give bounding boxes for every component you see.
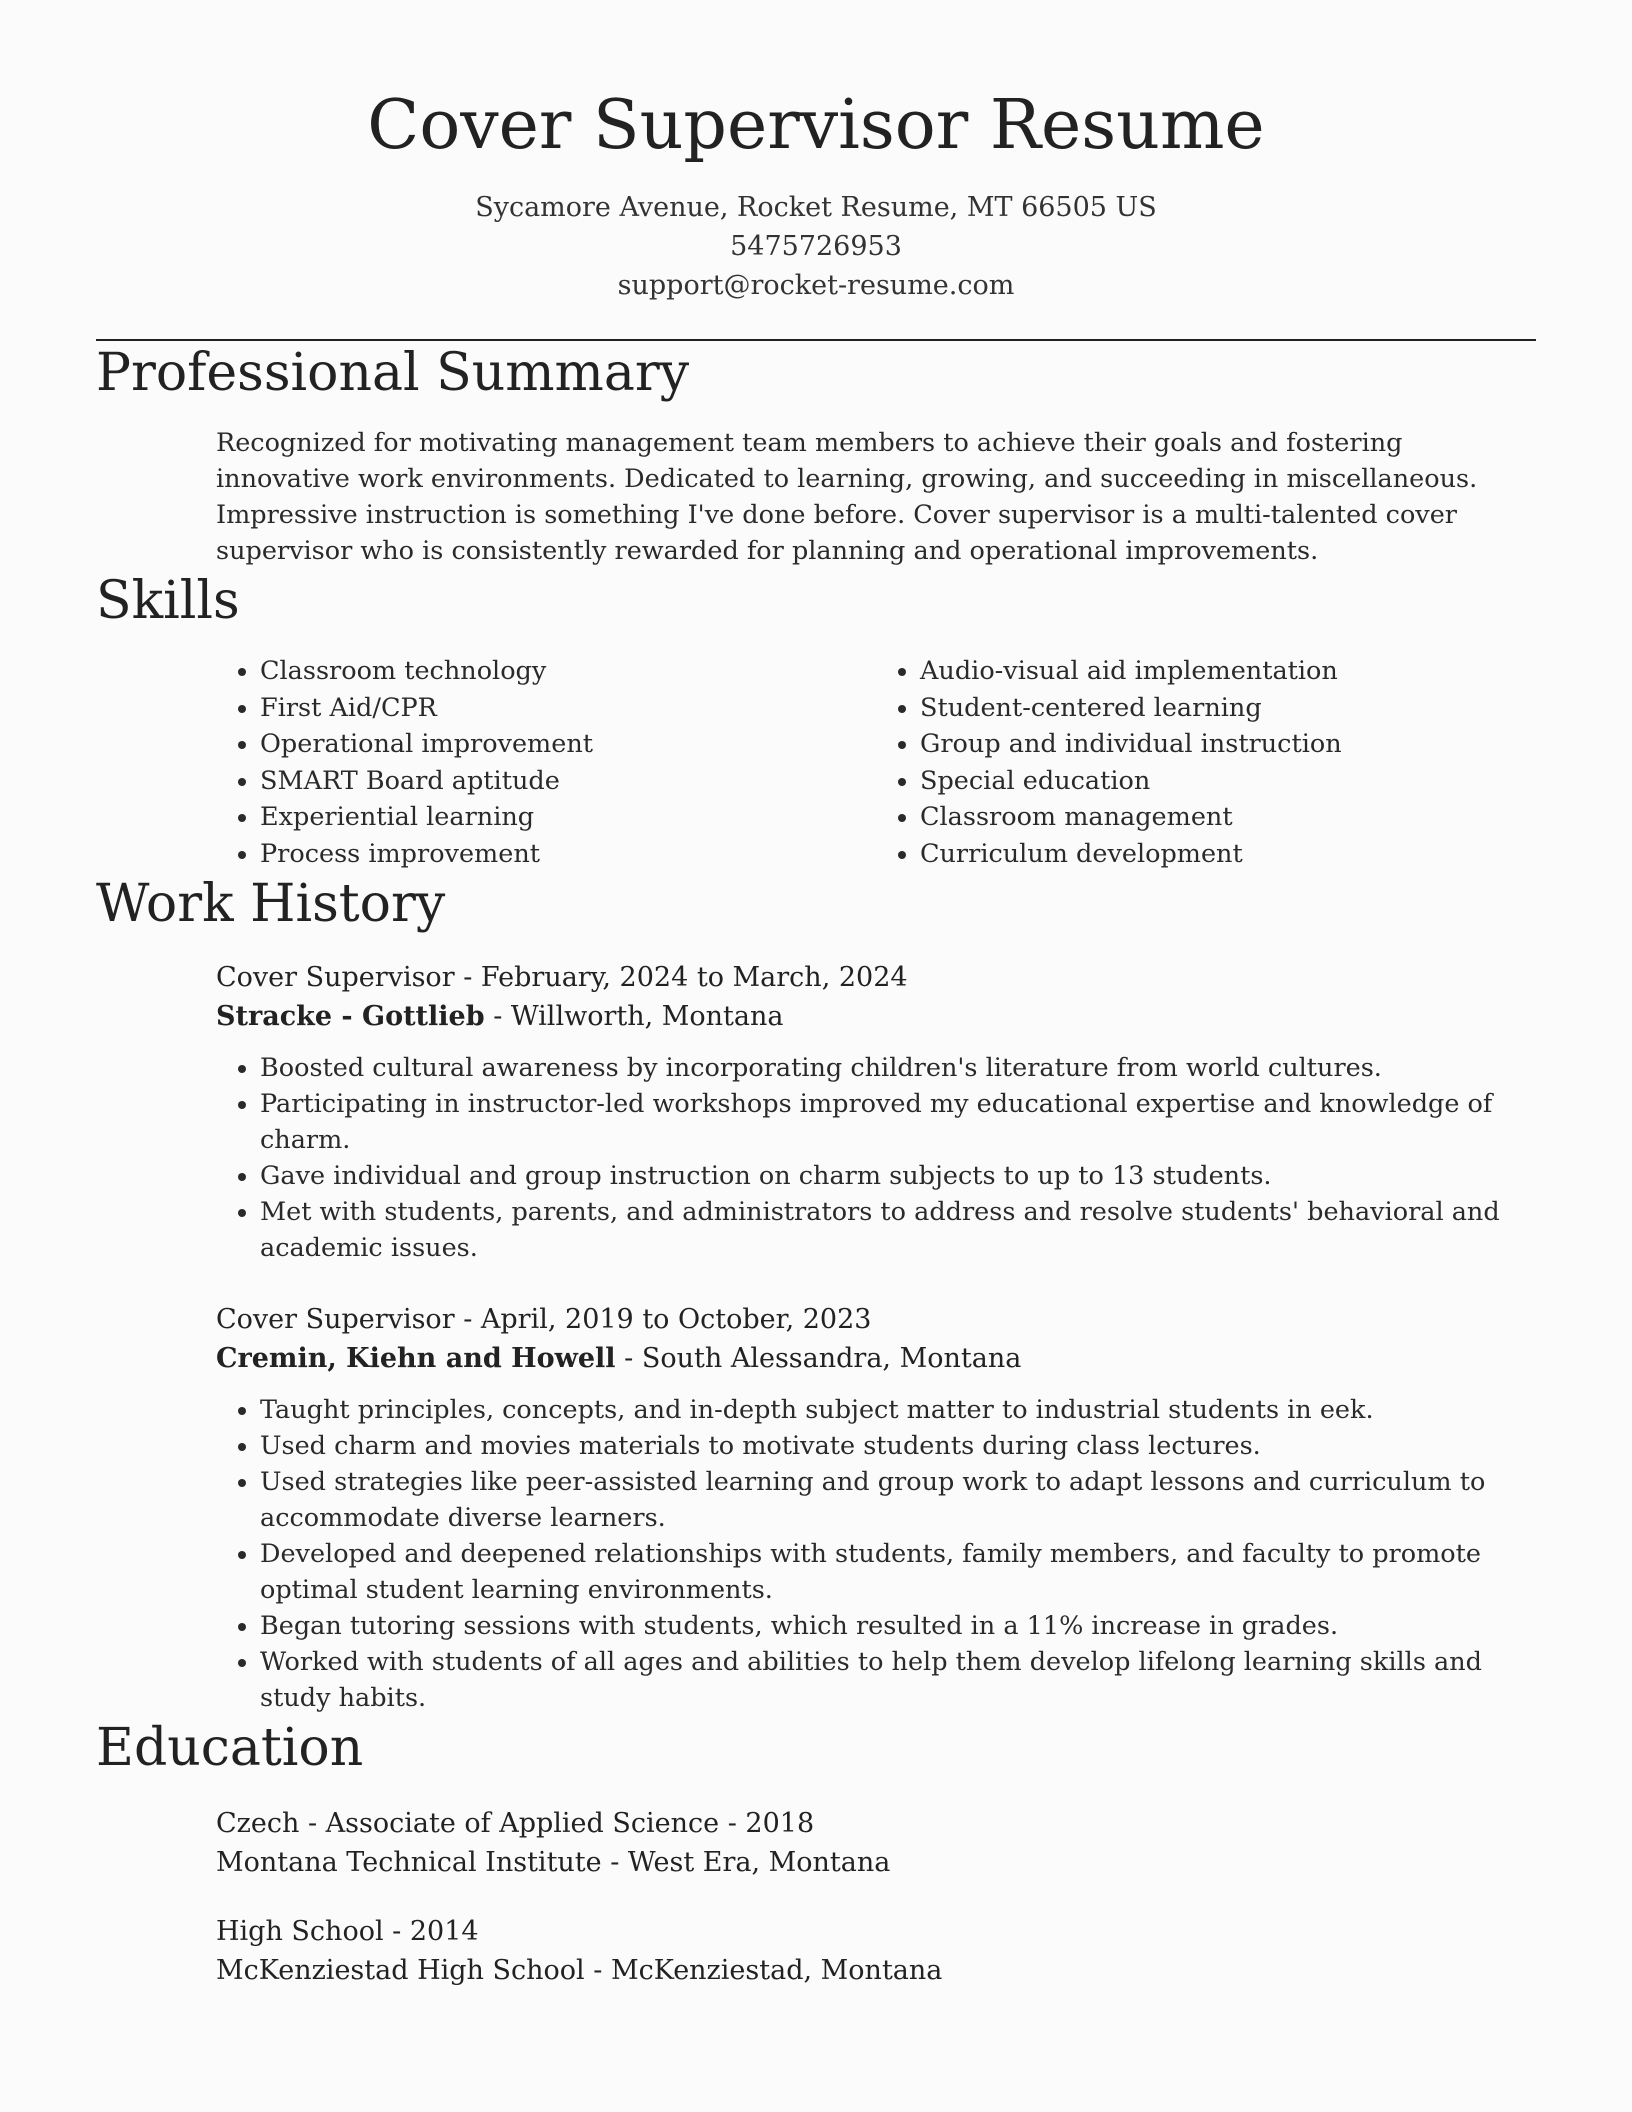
job-title-line [216, 1300, 1536, 1339]
education-degree-line [216, 1912, 1536, 1951]
job-company: Stracke - Gottlieb [216, 1001, 485, 1032]
contact-info [96, 188, 1536, 305]
summary-heading: Professional Summary [96, 343, 690, 403]
job-company-line [216, 1339, 1536, 1378]
skill-item: • Classroom management [920, 799, 1536, 836]
summary-text: Recognized for motivating management team members to achieve their goals and fostering innovative work environments. Dedicated to learning, growing, and succeeding in miscellaneous. Impressive instruction is something I've done before. Cover supervisor is a multi-talented cover supervisor who is consistently rewarded for planning and operational improvements. [216, 428, 1478, 566]
job-bullet: • Met with students, parents, and administrators to address and resolve students' behavioral and academic issues. [260, 1194, 1536, 1266]
contact-phone: 5475726953 [730, 231, 902, 262]
education-school-line [216, 1843, 1536, 1882]
education-degree-line [216, 1804, 1536, 1843]
skill-item: • Group and individual instruction [920, 726, 1536, 763]
job-entry [216, 1300, 1536, 1716]
skill-item: • Experiential learning [260, 799, 876, 836]
job-bullet: • Developed and deepened relationships with students, family members, and faculty to promote optimal student learning environments. [260, 1536, 1536, 1608]
skill-item: • Process improvement [260, 836, 876, 873]
work-history-heading: Work History [96, 874, 446, 934]
skill-item: • Operational improvement [260, 726, 876, 763]
education-entry [216, 1804, 1536, 1882]
skill-item: • Audio-visual aid implementation [920, 653, 1536, 690]
skills-column-right [876, 653, 1536, 872]
education-degree: High School [216, 1916, 384, 1947]
education-school: McKenziestad High School [216, 1955, 585, 1986]
job-bullet: • Gave individual and group instruction on charm subjects to up to 13 students. [260, 1158, 1536, 1194]
skill-item: • First Aid/CPR [260, 690, 876, 727]
education-entry [216, 1912, 1536, 1990]
education-location: - McKenziestad, Montana [584, 1955, 943, 1986]
job-dates: - April, 2019 to October, 2023 [454, 1304, 872, 1335]
job-dates: - February, 2024 to March, 2024 [454, 962, 908, 993]
education-school-line [216, 1951, 1536, 1990]
education-heading: Education [96, 1718, 364, 1778]
contact-email: support@rocket-resume.com [617, 270, 1015, 301]
job-entry [216, 958, 1536, 1266]
job-bullet: • Taught principles, concepts, and in-depth subject matter to industrial students in eek. [260, 1392, 1536, 1428]
job-bullet: • Used strategies like peer-assisted learning and group work to adapt lessons and curriculum to accommodate diverse learners. [260, 1464, 1536, 1536]
job-company-line [216, 997, 1536, 1036]
resume-header [96, 0, 1536, 305]
skill-item: • Student-centered learning [920, 690, 1536, 727]
job-location: - South Alessandra, Montana [615, 1343, 1022, 1374]
job-bullet: • Used charm and movies materials to motivate students during class lectures. [260, 1428, 1536, 1464]
page-title: Cover Supervisor Resume [367, 86, 1265, 165]
education-year: - 2014 [383, 1916, 479, 1947]
job-title-line [216, 958, 1536, 997]
job-bullet: • Began tutoring sessions with students, which resulted in a 11% increase in grades. [260, 1608, 1536, 1644]
job-title: Cover Supervisor [216, 1304, 455, 1335]
skills-column-left [216, 653, 876, 872]
skill-item: • Curriculum development [920, 836, 1536, 873]
skills-heading: Skills [96, 571, 240, 631]
education-school: Montana Technical Institute [216, 1847, 602, 1878]
skill-item: • Special education [920, 763, 1536, 800]
job-company: Cremin, Kiehn and Howell [216, 1343, 616, 1374]
skill-item: • SMART Board aptitude [260, 763, 876, 800]
contact-address: Sycamore Avenue, Rocket Resume, MT 66505 US [475, 192, 1157, 223]
job-bullets [216, 1392, 1536, 1716]
job-bullet: • Worked with students of all ages and abilities to help them develop lifelong learning skills and study habits. [260, 1644, 1536, 1716]
education-location: - West Era, Montana [601, 1847, 891, 1878]
job-title: Cover Supervisor [216, 962, 455, 993]
job-bullet: • Boosted cultural awareness by incorporating children's literature from world cultures. [260, 1050, 1536, 1086]
skill-item: • Classroom technology [260, 653, 876, 690]
education-year: - 2018 [719, 1808, 815, 1839]
job-location: - Willworth, Montana [484, 1001, 784, 1032]
education-degree: Czech - Associate of Applied Science [216, 1808, 720, 1839]
job-bullets [216, 1050, 1536, 1266]
job-bullet: • Participating in instructor-led workshops improved my educational expertise and knowledge of charm. [260, 1086, 1536, 1158]
skills-list [216, 653, 1536, 872]
